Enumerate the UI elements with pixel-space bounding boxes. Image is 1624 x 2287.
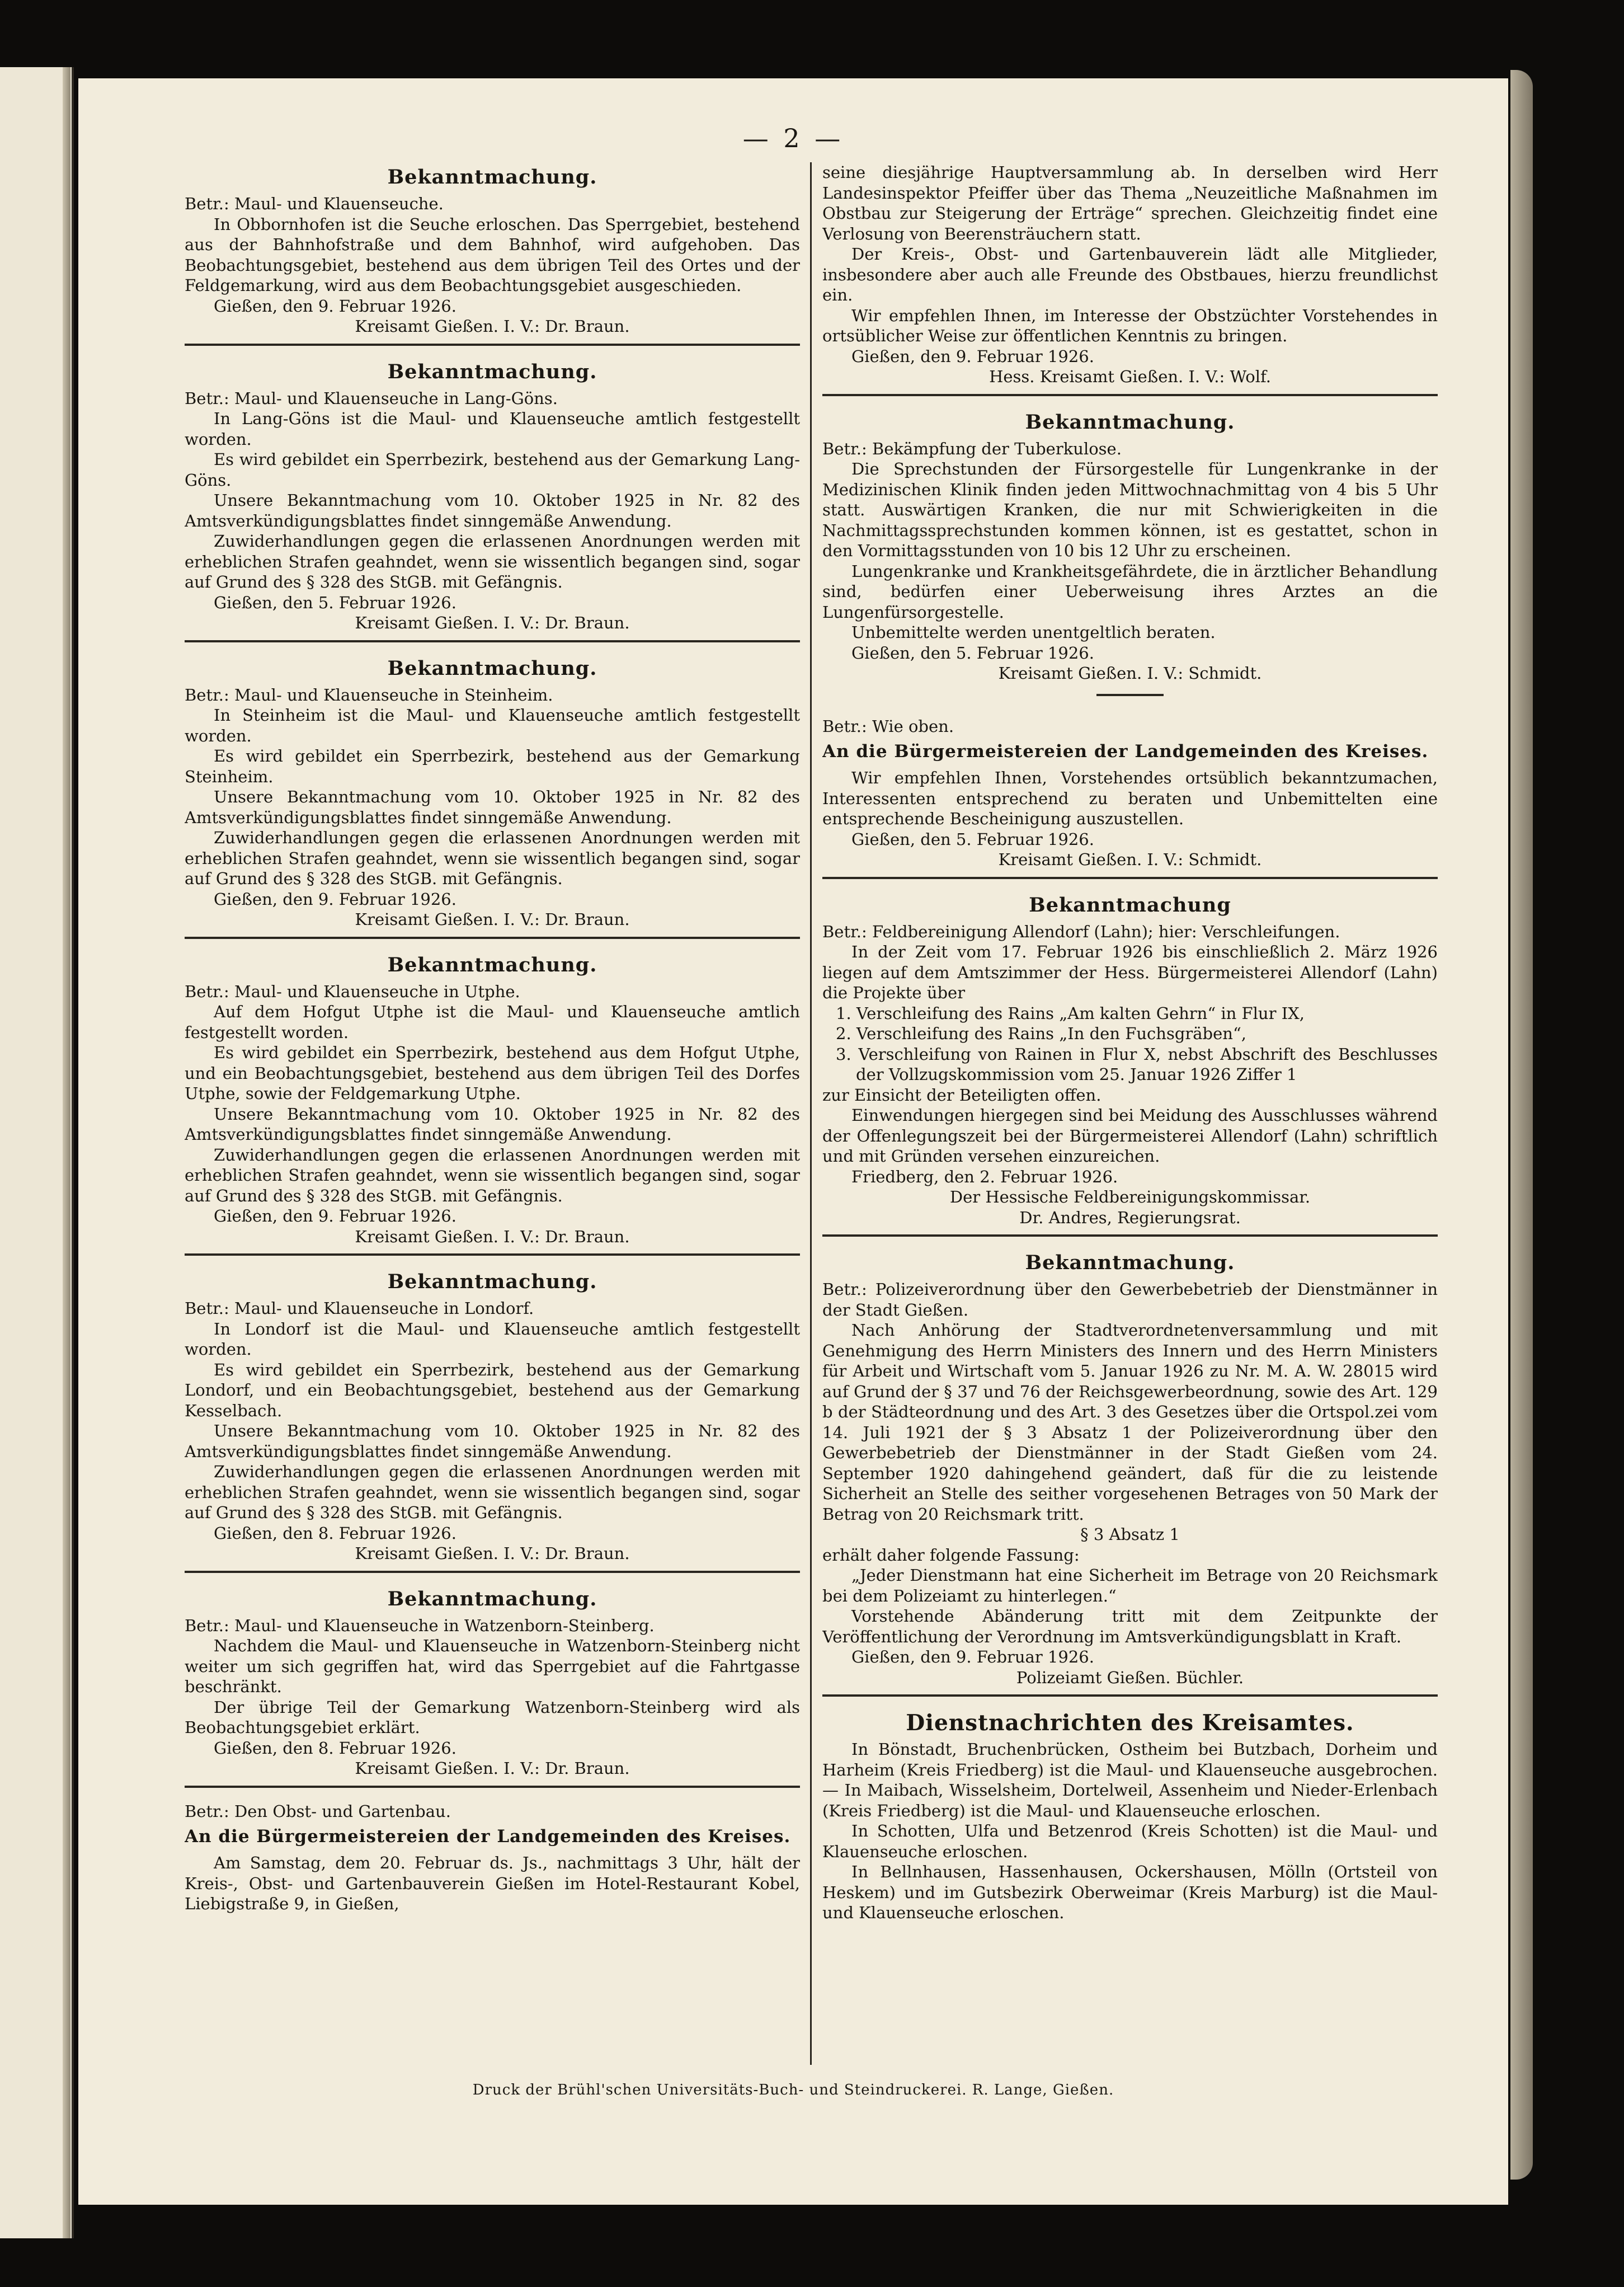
printer-imprint: Druck der Brühl'schen Universitäts-Buch- und Steindruckerei. R. Lange, Gießen. [472, 2082, 1114, 2098]
place-date-line: Gießen, den 9. Februar 1926. [214, 1206, 456, 1225]
notice-heading: Bekanntmachung. [387, 360, 597, 383]
notice-heading: Bekanntmachung. [387, 953, 597, 976]
signature-line: Kreisamt Gießen. I. V.: Dr. Braun. [355, 613, 630, 632]
notice-section [185, 1586, 800, 1788]
body-paragraph: In Steinheim ist die Maul- und Klauenseuche amtlich festgestellt worden. [185, 706, 800, 745]
place-date-line: Gießen, den 5. Februar 1926. [851, 829, 1094, 849]
subject-line: zur Einsicht der Beteiligten offen. [822, 1085, 1102, 1105]
body-paragraph: Zuwiderhandlungen gegen die erlassenen Anordnungen werden mit erheblichen Strafen geahndet, wenn sie wissentlich begangen sind, sogar auf Grund des § 328 des StGB. mit Gefängnis. [185, 532, 800, 591]
body-paragraph: In Schotten, Ulfa und Betzenrod (Kreis Schotten) ist die Maul- und Klauenseuche erloschen. [822, 1821, 1438, 1861]
notice-section [822, 162, 1438, 396]
notice-section [822, 1250, 1438, 1697]
body-paragraph: In Londorf ist die Maul- und Klauenseuche amtlich festgestellt worden. [185, 1319, 800, 1359]
body-paragraph: Die Sprechstunden der Fürsorgestelle für Lungenkranke in der Medizinischen Klinik finden jeden Mittwochnachmittag von 4 bis 5 Uhr statt. Auswärtigen Kranken, die nur mit Schwierigkeiten in die Nachmittagssprechstunden kommen können, ist es gestattet, schon in den Vormittagsstunden von 10 bis 12 Uhr zu erscheinen. [822, 459, 1438, 560]
subject-line: Betr.: Maul- und Klauenseuche. [185, 194, 444, 213]
notice-section [185, 1269, 800, 1573]
subject-line: erhält daher folgende Fassung: [822, 1545, 1080, 1565]
place-date-line: Gießen, den 8. Februar 1926. [214, 1523, 456, 1543]
body-paragraph: Der Kreis-, Obst- und Gartenbauverein lädt alle Mitglieder, insbesondere aber auch alle Freunde des Obstbaues, hierzu freundlichst ein. [822, 245, 1438, 304]
place-date-line: Friedberg, den 2. Februar 1926. [851, 1167, 1118, 1186]
body-paragraph: Zuwiderhandlungen gegen die erlassenen Anordnungen werden mit erheblichen Strafen geahndet, wenn sie wissentlich begangen sind, sogar auf Grund des § 328 des StGB. mit Gefängnis. [185, 828, 800, 888]
body-paragraph: Zuwiderhandlungen gegen die erlassenen Anordnungen werden mit erheblichen Strafen geahndet, wenn sie wissentlich begangen sind, sogar auf Grund des § 328 des StGB. mit Gefängnis. [185, 1145, 800, 1205]
list-item: 1. Verschleifung des Rains „Am kalten Gehrn“ in Flur IX, [836, 1003, 1305, 1023]
subject-line: Betr.: Maul- und Klauenseuche in Steinheim. [185, 685, 553, 705]
notice-section [185, 165, 800, 346]
page-number: — 2 — [742, 123, 844, 153]
subject-line: Betr.: Feldbereinigung Allendorf (Lahn); hier: Verschleifungen. [822, 922, 1340, 941]
body-paragraph: Lungenkranke und Krankheitsgefährdete, die in ärztlicher Behandlung sind, bedürfen einer Ueberweisung ihres Arztes an die Lungenfürsorgestelle. [822, 561, 1438, 622]
notice-section [185, 1801, 800, 1921]
body-paragraph: Unsere Bekanntmachung vom 10. Oktober 1925 in Nr. 82 des Amtsverkündigungsblattes findet sinngemäße Anwendung. [185, 787, 800, 827]
body-paragraph: Der übrige Teil der Gemarkung Watzenborn-Steinberg wird als Beobachtungsgebiet erklärt. [185, 1697, 800, 1737]
subject-line: Betr.: Maul- und Klauenseuche in Londorf. [185, 1299, 534, 1318]
place-date-line: Gießen, den 9. Februar 1926. [214, 889, 456, 909]
signature-line: § 3 Absatz 1 [1080, 1525, 1180, 1544]
notice-section [822, 410, 1438, 691]
subject-line: Betr.: Maul- und Klauenseuche in Utphe. [185, 982, 520, 1001]
notice-section [822, 716, 1438, 879]
body-paragraph: „Jeder Dienstmann hat eine Sicherheit im Betrage von 20 Reichsmark bei dem Polizeiamt zu hinterlegen.“ [822, 1566, 1438, 1605]
subject-line: Betr.: Bekämpfung der Tuberkulose. [822, 439, 1122, 458]
place-date-line: Gießen, den 9. Februar 1926. [851, 346, 1094, 366]
signature-line: Polizeiamt Gießen. Büchler. [1016, 1668, 1244, 1687]
right-column [822, 162, 1438, 2059]
notice-heading: Bekanntmachung. [387, 656, 597, 680]
signature-line: Kreisamt Gießen. I. V.: Schmidt. [998, 850, 1262, 869]
body-paragraph: In Lang-Göns ist die Maul- und Klauenseuche amtlich festgestellt worden. [185, 409, 800, 449]
document-page [78, 78, 1508, 2205]
book-spine [63, 67, 70, 2238]
body-paragraph: Es wird gebildet ein Sperrbezirk, bestehend aus der Gemarkung Londorf, und ein Beobachtungsgebiet, bestehend aus der Gemarkung Kesselbach. [185, 1360, 800, 1420]
notice-section [185, 952, 800, 1256]
notice-section [185, 656, 800, 939]
body-paragraph: Unbemittelte werden unentgeltlich beraten. [851, 623, 1216, 642]
body-paragraph: In der Zeit vom 17. Februar 1926 bis einschließlich 2. März 1926 liegen auf dem Amtszimmer der Hess. Bürgermeisterei Allendorf (Lahn) die Projekte über [822, 942, 1438, 1002]
subject-line: Betr.: Wie oben. [822, 716, 954, 736]
notice-heading: Bekanntmachung. [387, 166, 597, 189]
body-paragraph: Unsere Bekanntmachung vom 10. Oktober 1925 in Nr. 82 des Amtsverkündigungsblattes findet sinngemäße Anwendung. [185, 1104, 800, 1144]
place-date-line: Gießen, den 8. Februar 1926. [214, 1738, 456, 1758]
body-paragraph: Unsere Bekanntmachung vom 10. Oktober 1925 in Nr. 82 des Amtsverkündigungsblattes findet sinngemäße Anwendung. [185, 1421, 800, 1461]
notice-heading: Dienstnachrichten des Kreisamtes. [906, 1710, 1354, 1736]
short-separator-rule [1096, 694, 1164, 696]
body-paragraph: In Bellnhausen, Hassenhausen, Ockershausen, Mölln (Ortsteil von Heskem) und im Gutsbezirk Oberweimar (Kreis Marburg) ist die Maul- und Klauenseuche erloschen. [822, 1862, 1438, 1922]
body-paragraph: Vorstehende Abänderung tritt mit dem Zeitpunkte der Veröffentlichung der Verordnung im Amtsverkündigungsblatt in Kraft. [822, 1607, 1438, 1646]
signature-line: Hess. Kreisamt Gießen. I. V.: Wolf. [989, 367, 1271, 386]
place-date-line: Gießen, den 5. Februar 1926. [851, 643, 1094, 663]
signature-line: Dr. Andres, Regierungsrat. [1019, 1208, 1241, 1227]
page-edge [1510, 70, 1533, 2180]
signature-line: Kreisamt Gießen. I. V.: Dr. Braun. [355, 1759, 630, 1778]
subject-line: Betr.: Den Obst- und Gartenbau. [185, 1801, 451, 1821]
place-date-line: Gießen, den 9. Februar 1926. [851, 1647, 1094, 1666]
subject-line: Betr.: Maul- und Klauenseuche in Lang-Göns. [185, 388, 558, 408]
list-item: 3. Verschleifung von Rainen in Flur X, nebst Abschrift des Beschlusses der Vollzugskommission vom 25. Januar 1926 Ziffer 1 [836, 1044, 1438, 1084]
body-paragraph: Es wird gebildet ein Sperrbezirk, bestehend aus der Gemarkung Steinheim. [185, 746, 800, 786]
body-paragraph: Zuwiderhandlungen gegen die erlassenen Anordnungen werden mit erheblichen Strafen geahndet, wenn sie wissentlich begangen sind, sogar auf Grund des § 328 des StGB. mit Gefängnis. [185, 1462, 800, 1522]
notice-heading: Bekanntmachung. [387, 1270, 597, 1293]
subject-line: Betr.: Maul- und Klauenseuche in Watzenborn-Steinberg. [185, 1616, 655, 1635]
body-paragraph: Am Samstag, dem 20. Februar ds. Js., nachmittags 3 Uhr, hält der Kreis-, Obst- und Gartenbauverein Gießen im Hotel-Restaurant Kobel, Liebigstraße 9, in Gießen, [185, 1853, 800, 1913]
addressee-heading: An die Bürgermeistereien der Landgemeinden des Kreises. [822, 741, 1429, 762]
left-column [185, 162, 800, 2059]
notice-heading: Bekanntmachung [1029, 893, 1231, 917]
notice-heading: Bekanntmachung. [1025, 410, 1235, 434]
subject-line: seine diesjährige Hauptversammlung ab. In derselben wird Herr Landesinspektor Pfeiffer über das Thema „Neuzeitliche Maßnahmen im Obstbau zur Steigerung der Erträge“ sprechen. Gleichzeitig findet eine Verlosung von Beerensträuchern statt. [822, 163, 1438, 243]
place-date-line: Gießen, den 5. Februar 1926. [214, 593, 456, 612]
body-paragraph: Unsere Bekanntmachung vom 10. Oktober 1925 in Nr. 82 des Amtsverkündigungsblattes findet sinngemäße Anwendung. [185, 491, 800, 530]
signature-line: Kreisamt Gießen. I. V.: Dr. Braun. [355, 910, 630, 929]
notice-heading: Bekanntmachung. [387, 1587, 597, 1610]
notice-section [822, 893, 1438, 1237]
body-paragraph: In Bönstadt, Bruchenbrücken, Ostheim bei Butzbach, Dorheim und Harheim (Kreis Friedberg) ist die Maul- und Klauenseuche ausgebrochen. — In Maibach, Wisselsheim, Dortelweil, Assenheim und Nieder-Erlenbach (Kreis Friedberg) ist die Maul- und Klauenseuche erloschen. [822, 1740, 1438, 1820]
body-paragraph: In Obbornhofen ist die Seuche erloschen. Das Sperrgebiet, bestehend aus der Bahnhofstraße und dem Bahnhof, wird aufgehoben. Das Beobachtungsgebiet, bestehend aus dem übrigen Teil des Ortes und der Feldgemarkung, wird aus dem Beobachtungsgebiet ausgeschieden. [185, 214, 800, 295]
notice-section [185, 359, 800, 642]
place-date-line: Gießen, den 9. Februar 1926. [214, 296, 456, 316]
signature-line: Kreisamt Gießen. I. V.: Dr. Braun. [355, 317, 630, 336]
body-paragraph: Es wird gebildet ein Sperrbezirk, bestehend aus der Gemarkung Lang-Göns. [185, 450, 800, 490]
signature-line: Kreisamt Gießen. I. V.: Dr. Braun. [355, 1227, 630, 1246]
addressee-heading: An die Bürgermeistereien der Landgemeinden des Kreises. [185, 1826, 791, 1847]
body-paragraph: Wir empfehlen Ihnen, im Interesse der Obstzüchter Vorstehendes in ortsüblicher Weise zur öffentlichen Kenntnis zu bringen. [822, 306, 1438, 345]
subject-line: Betr.: Polizeiverordnung über den Gewerbebetrieb der Dienstmänner in der Stadt Gießen. [822, 1280, 1438, 1319]
signature-line: Der Hessische Feldbereinigungskommissar. [949, 1187, 1311, 1206]
body-paragraph: Einwendungen hiergegen sind bei Meidung des Ausschlusses während der Offenlegungszeit bei der Bürgermeisterei Allendorf (Lahn) schriftlich und mit Gründen versehen einzureichen. [822, 1106, 1438, 1166]
body-paragraph: Es wird gebildet ein Sperrbezirk, bestehend aus dem Hofgut Utphe, und ein Beobachtungsgebiet, bestehend aus dem übrigen Teil des Dorfes Utphe, sowie der Feldgemarkung Utphe. [185, 1043, 800, 1103]
body-paragraph: Nachdem die Maul- und Klauenseuche in Watzenborn-Steinberg nicht weiter um sich gegriffen hat, wird das Sperrgebiet auf die Fahrtgasse beschränkt. [185, 1636, 800, 1696]
notice-section [822, 1710, 1438, 1930]
body-paragraph: Nach Anhörung der Stadtverordnetenversammlung und mit Genehmigung des Herrn Ministers des Innern und des Herrn Ministers für Arbeit und Wirtschaft vom 5. Januar 1926 zu Nr. M. A. W. 28015 wird auf Grund der § 37 und 76 der Reichsgewerbeordnung, sowie des Art. 129 b der Städteordnung und des Art. 3 des Gesetzes über die Ortspol.zei vom 14. Juli 1921 der § 3 Absatz 1 der Polizeiverordnung über den Gewerbebetrieb der Dienstmänner in der Stadt Gießen vom 24. September 1920 dahingehend geändert, daß für die zu leistende Sicherheit an Stelle des seither vorgesehenen Betrages von 50 Mark der Betrag von 20 Reichsmark tritt. [822, 1321, 1438, 1524]
notice-heading: Bekanntmachung. [1025, 1251, 1235, 1274]
signature-line: Kreisamt Gießen. I. V.: Schmidt. [998, 664, 1262, 683]
body-paragraph: Auf dem Hofgut Utphe ist die Maul- und Klauenseuche amtlich festgestellt worden. [185, 1002, 800, 1042]
list-item: 2. Verschleifung des Rains „In den Fuchsgräben“, [836, 1024, 1247, 1043]
body-paragraph: Wir empfehlen Ihnen, Vorstehendes ortsüblich bekanntzumachen, Interessenten entsprechend zu beraten und Unbemittelten eine entsprechende Bescheinigung auszustellen. [822, 768, 1438, 828]
signature-line: Kreisamt Gießen. I. V.: Dr. Braun. [355, 1544, 630, 1563]
column-divider [810, 162, 812, 2065]
